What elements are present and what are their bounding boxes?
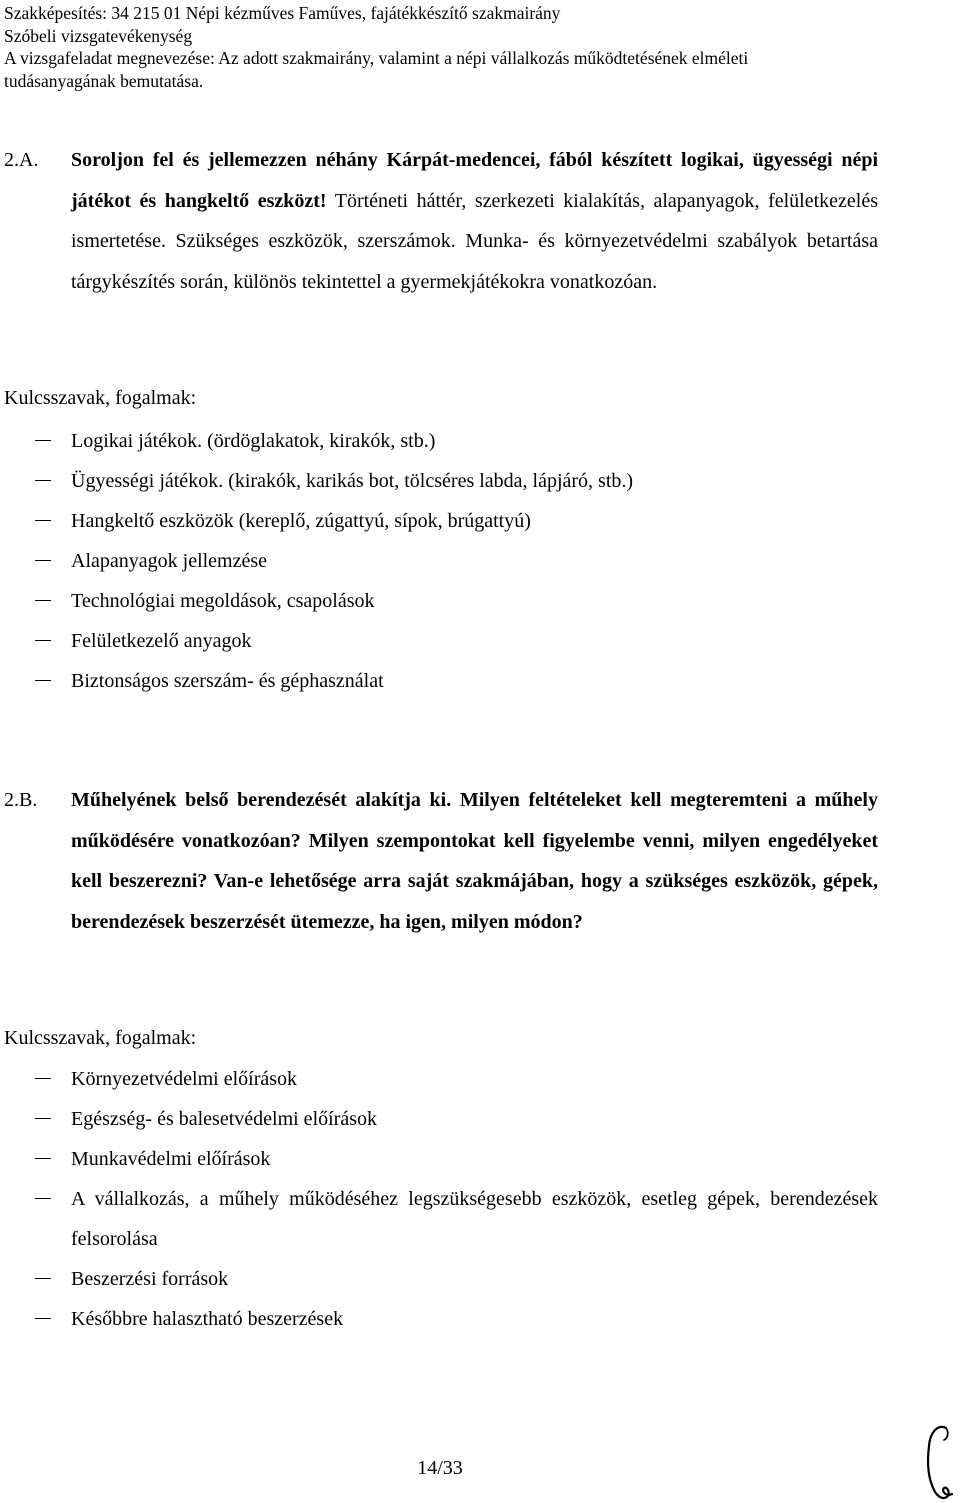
- dash-bullet: [35, 1078, 51, 1079]
- list-item: [4, 1299, 878, 1339]
- page-number: 14/33: [417, 1457, 463, 1479]
- task-a: [4, 140, 878, 302]
- dash-bullet: [35, 1118, 51, 1119]
- list-item: [4, 661, 878, 701]
- dash-bullet: [35, 1278, 51, 1279]
- list-item: [4, 541, 878, 581]
- list-item: [4, 461, 878, 501]
- task-b-text: Műhelyének belső berendezését alakítja ki. Milyen feltételeket kell megteremteni a műhely működésére vonatkozóan? Milyen szempontokat kell figyelembe venni, milyen engedélyeket kell beszerezni? Van-e lehetősége arra saját szakmájában, hogy a szükséges eszközök, gépek, berendezések beszerzését ütemezze, ha igen, milyen módon?: [71, 789, 878, 933]
- list-item: [4, 1099, 878, 1139]
- dash-bullet: [35, 600, 51, 601]
- keyword-text: Technológiai megoldások, csapolások: [71, 590, 375, 612]
- keyword-text: Logikai játékok. (ördöglakatok, kirakók, stb.): [71, 430, 436, 452]
- task-a-question: Soroljon fel és jellemezzen néhány Kárpát-medencei, fából készített logikai, ügyességi népi játékot és hangkeltő eszközt!: [71, 149, 878, 212]
- dash-bullet: [35, 560, 51, 561]
- dash-bullet: [35, 680, 51, 681]
- keyword-text: Egészség- és balesetvédelmi előírások: [71, 1108, 377, 1130]
- dash-bullet: [35, 640, 51, 641]
- task-a-details: Történeti háttér, szerkezeti kialakítás, alapanyagok, felületkezelés ismertetése. Szükséges eszközök, szerszámok. Munka- és környezetvédelmi szabályok betartása tárgykészítés során, különös tekintettel a gyermekjátékokra vonatkozóan.: [71, 189, 878, 293]
- page-header: [4, 2, 944, 92]
- task-a-text: [71, 149, 878, 293]
- dash-bullet: [35, 1318, 51, 1319]
- task-a-section: [4, 140, 878, 302]
- dash-bullet: [35, 1198, 51, 1199]
- list-item: [4, 1259, 878, 1299]
- keyword-text: Felületkezelő anyagok: [71, 630, 252, 652]
- keyword-text: Alapanyagok jellemzése: [71, 550, 268, 572]
- keyword-text: Beszerzési források: [71, 1268, 229, 1290]
- list-item: [4, 581, 878, 621]
- keyword-text: Hangkeltő eszközök (kereplő, zúgattyú, sípok, brúgattyú): [71, 510, 531, 532]
- keyword-text: Ügyességi játékok. (kirakók, karikás bot, tölcséres labda, lápjáró, stb.): [71, 470, 634, 492]
- dash-bullet: [35, 520, 51, 521]
- keyword-text: Biztonságos szerszám- és géphasználat: [71, 670, 384, 692]
- keywords-a-list: [4, 421, 878, 701]
- header-task-name-continued: tudásanyagának bemutatása.: [4, 70, 204, 91]
- task-b-section: [4, 780, 878, 942]
- list-item: [4, 501, 878, 541]
- keyword-text: Munkavédelmi előírások: [71, 1148, 271, 1170]
- header-task-name: A vizsgafeladat megnevezése: Az adott szakmairány, valamint a népi vállalkozás működtetésének elméleti: [4, 48, 749, 68]
- signature-icon: [916, 1418, 960, 1503]
- keyword-text: A vállalkozás, a műhely működéséhez legszükségesebb eszközök, esetleg gépek, berendezések felsorolása: [71, 1188, 878, 1250]
- list-item: [4, 421, 878, 461]
- list-item: [4, 1179, 878, 1259]
- dash-bullet: [35, 440, 51, 441]
- keyword-text: Későbbre halasztható beszerzések: [71, 1308, 344, 1330]
- keywords-b-list: [4, 1059, 878, 1339]
- list-item: [4, 621, 878, 661]
- header-exam-type: Szóbeli vizsgatevékenység: [4, 25, 193, 46]
- task-b-number: 2.B.: [4, 789, 38, 811]
- keywords-b-title: Kulcsszavak, fogalmak:: [4, 1027, 197, 1049]
- dash-bullet: [35, 480, 51, 481]
- task-b: [4, 780, 878, 942]
- list-item: [4, 1059, 878, 1099]
- keywords-a-title: Kulcsszavak, fogalmak:: [4, 387, 197, 409]
- task-a-number: 2.A.: [4, 149, 39, 171]
- header-qualification: Szakképesítés: 34 215 01 Népi kézműves Faműves, fajátékkészítő szakmairány: [4, 3, 561, 23]
- keyword-text: Környezetvédelmi előírások: [71, 1068, 298, 1090]
- dash-bullet: [35, 1158, 51, 1159]
- list-item: [4, 1139, 878, 1179]
